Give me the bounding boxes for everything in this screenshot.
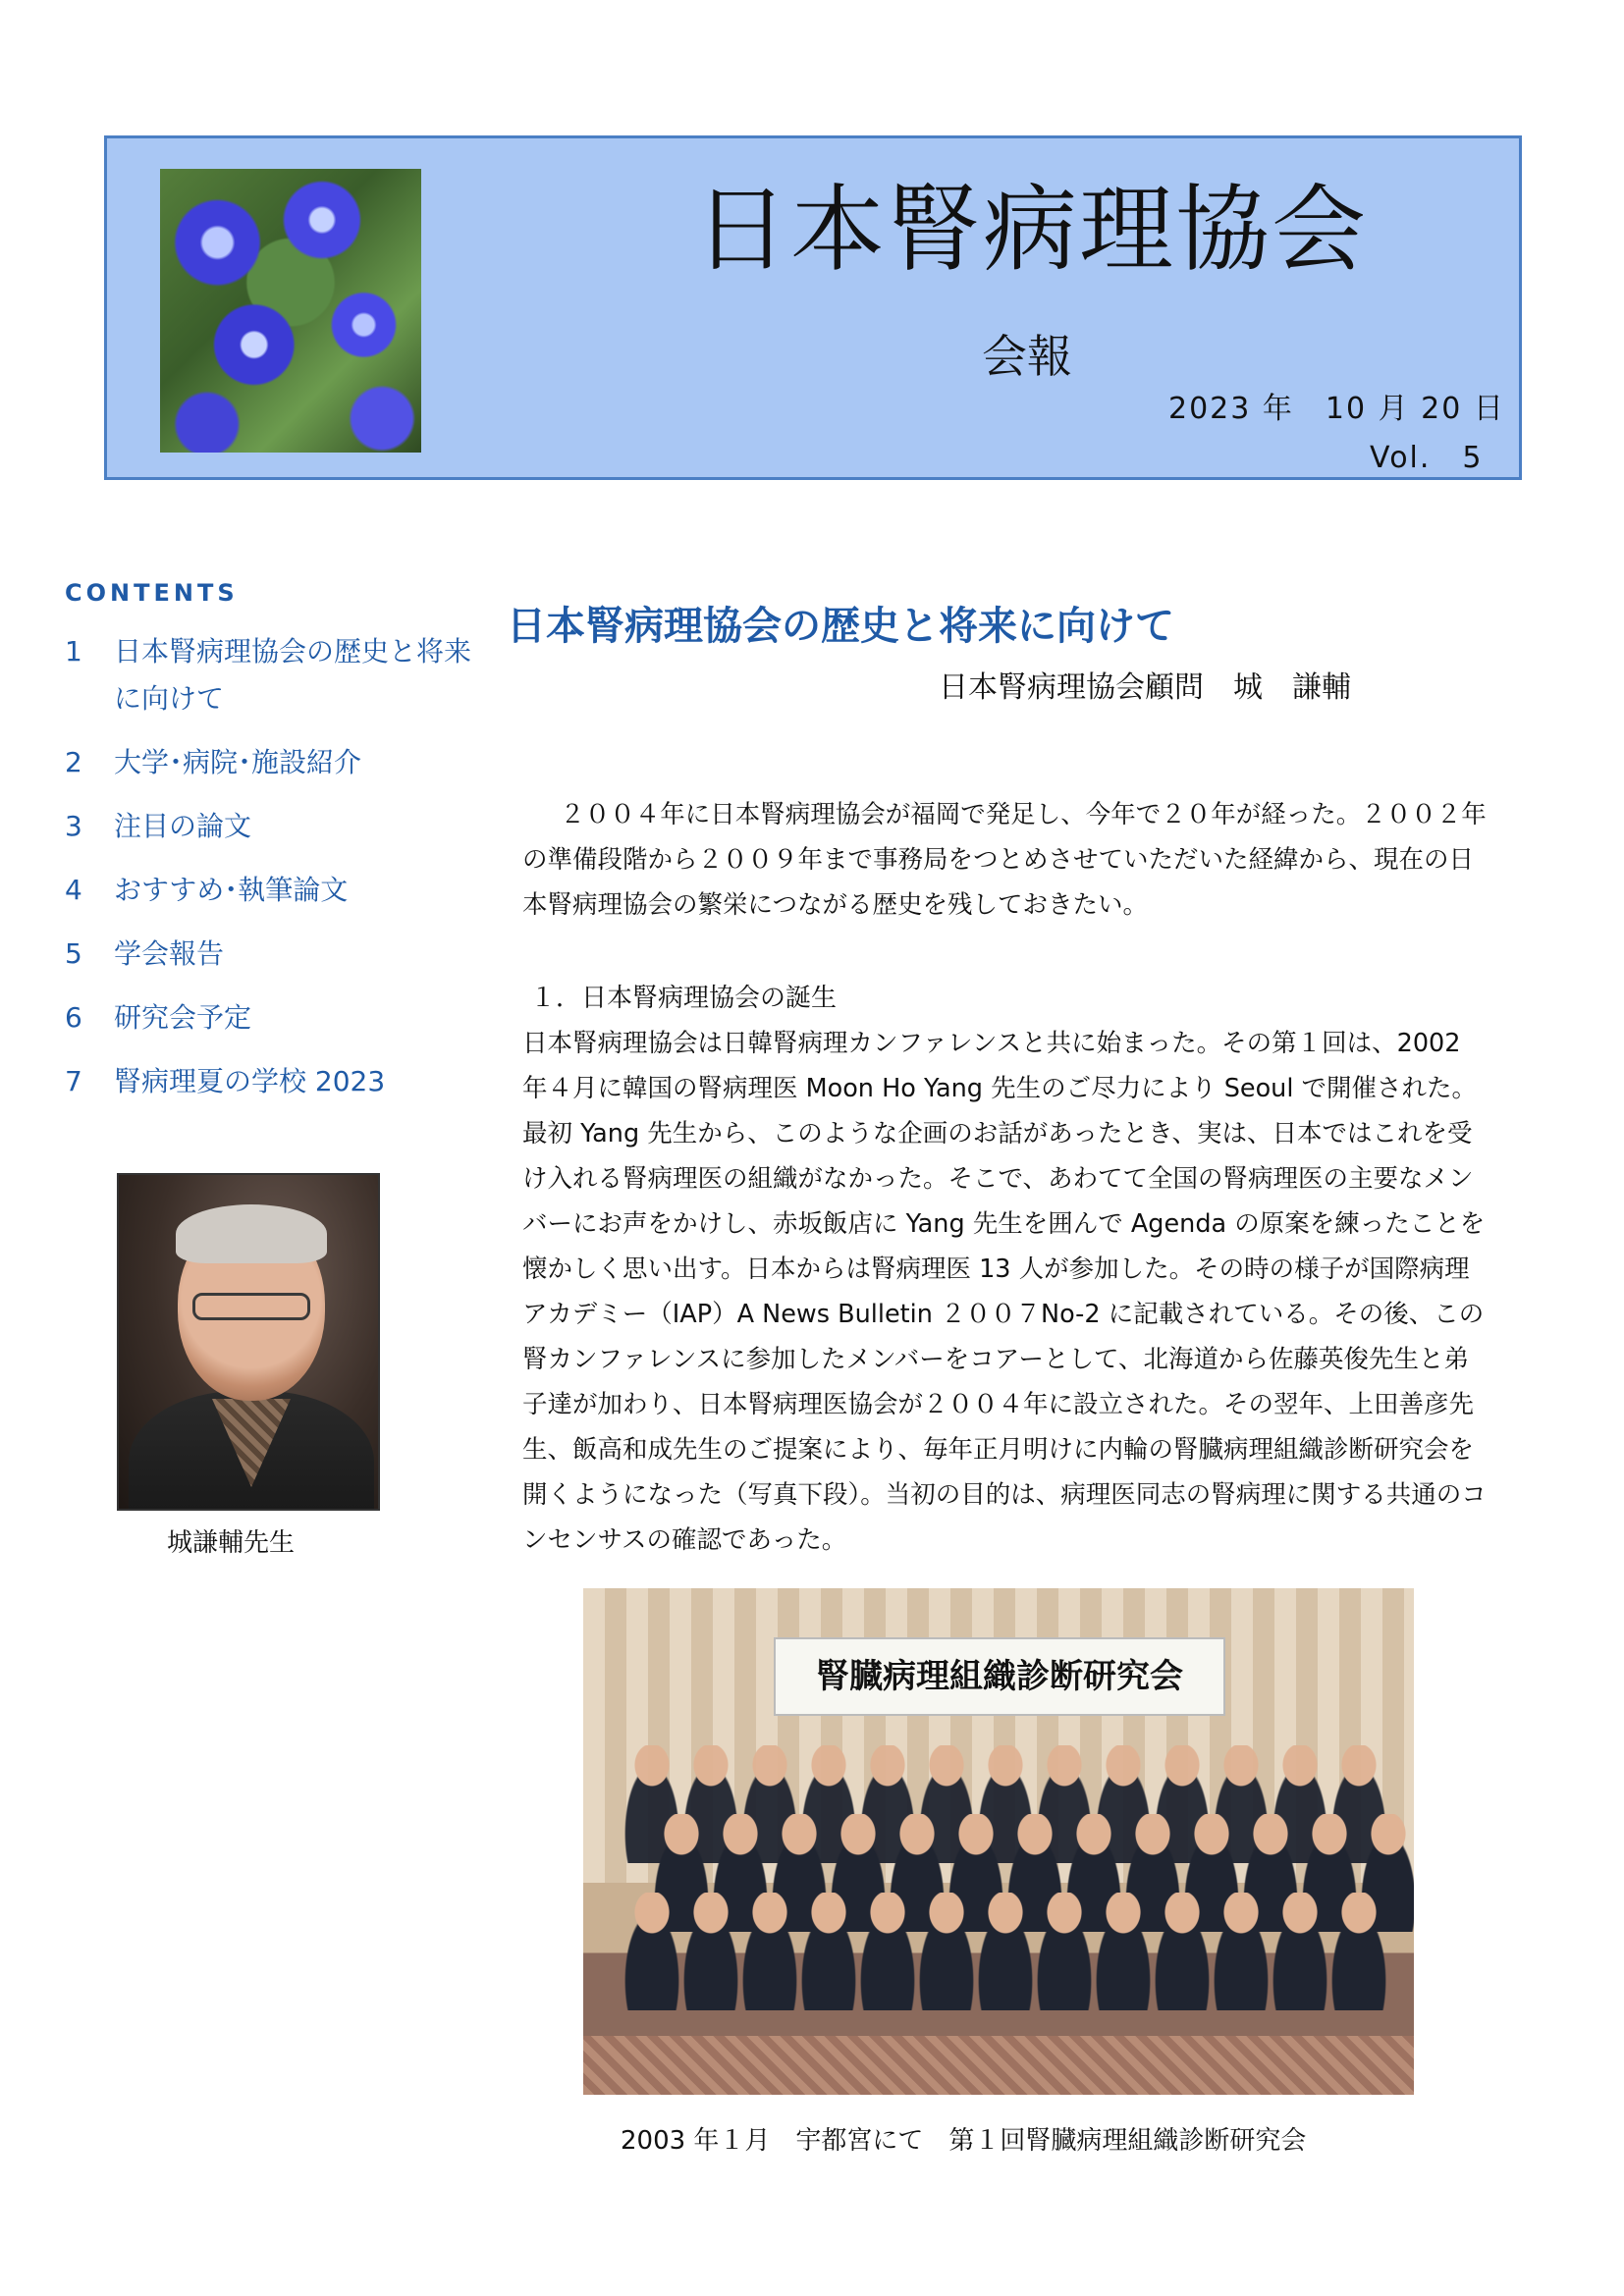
contents-item-label: 腎病理夏の学校 2023 bbox=[114, 1065, 386, 1097]
contents-item[interactable] bbox=[65, 739, 487, 786]
crowd-row bbox=[623, 1893, 1388, 2010]
hydrangea-photo bbox=[160, 169, 421, 453]
contents-heading: CONTENTS bbox=[65, 579, 239, 607]
contents-list bbox=[65, 628, 487, 1122]
contents-item-label: 日本腎病理協会の歴史と将来に向けて bbox=[114, 635, 472, 715]
contents-item-number: 1 bbox=[65, 635, 82, 667]
contents-item-number: 2 bbox=[65, 746, 82, 778]
photo-crowd bbox=[623, 1735, 1388, 2059]
portrait-caption: 城謙輔先生 bbox=[167, 1528, 296, 1558]
newsletter-subtitle: 会報 bbox=[982, 330, 1072, 383]
issue-date: 2023 年 10 月 20 日 bbox=[1168, 392, 1505, 426]
contents-item-number: 5 bbox=[65, 937, 82, 970]
contents-item-label: 注目の論文 bbox=[114, 810, 252, 842]
contents-item[interactable] bbox=[65, 628, 487, 722]
contents-item[interactable] bbox=[65, 994, 487, 1041]
contents-item[interactable] bbox=[65, 931, 487, 978]
contents-item-number: 3 bbox=[65, 810, 82, 842]
contents-item[interactable] bbox=[65, 867, 487, 914]
article-title: 日本腎病理協会の歴史と将来に向けて bbox=[507, 604, 1174, 649]
photo-carpet bbox=[583, 2036, 1414, 2095]
contents-item[interactable] bbox=[65, 803, 487, 850]
section-heading: １．日本腎病理協会の誕生 bbox=[530, 984, 838, 1013]
contents-item-label: 学会報告 bbox=[114, 937, 225, 970]
issue-volume: Vol. 5 bbox=[1370, 441, 1484, 475]
article-intro: ２００４年に日本腎病理協会が福岡で発足し、今年で２０年が経った。２００２年の準備段階から２００９年まで事務局をつとめさせていただいた経緯から、現在の日本腎病理協会の繁栄につながる歴史を残しておきたい。 bbox=[522, 800, 1487, 920]
contents-item[interactable] bbox=[65, 1058, 487, 1105]
author-portrait bbox=[117, 1173, 380, 1511]
portrait-hair bbox=[176, 1204, 327, 1263]
article-author: 日本腎病理協会顧問 城 謙輔 bbox=[939, 670, 1351, 705]
portrait-glasses bbox=[192, 1293, 310, 1320]
contents-item-label: 研究会予定 bbox=[114, 1001, 252, 1034]
photo-caption: 2003 年１月 宇都宮にて 第１回腎臓病理組織診断研究会 bbox=[621, 2126, 1307, 2156]
contents-item-label: おすすめ･執筆論文 bbox=[114, 874, 349, 906]
photo-banner: 腎臓病理組織診断研究会 bbox=[774, 1637, 1225, 1716]
contents-item-number: 4 bbox=[65, 874, 82, 906]
contents-item-label: 大学･病院･施設紹介 bbox=[114, 746, 362, 778]
group-photo bbox=[583, 1588, 1414, 2095]
newsletter-title: 日本腎病理協会 bbox=[694, 175, 1368, 285]
contents-item-number: 6 bbox=[65, 1001, 82, 1034]
contents-item-number: 7 bbox=[65, 1065, 82, 1097]
section-body: 日本腎病理協会は日韓腎病理カンファレンスと共に始まった。その第１回は、2002 年４月に韓国の腎病理医 Moon Ho Yang 先生のご尽力により Seoul で開催された。最初 Yang 先生から、このような企画のお話があったとき、実は、日本ではこれを受け入れる腎病理医の組織がなかった。そこで、あわてて全国の腎病理医の主要なメンバーにお声をかけし、赤坂飯店に Yang 先生を囲んで Agenda の原案を練ったことを懐かしく思い出す。日本からは腎病理医 13 人が参加した。その時の様子が国際病理アカデミー（IAP）A News Bulletin ２００７No-2 に記載されている。その後、この腎カンファレンスに参加したメンバーをコアーとして、北海道から佐藤英俊先生と弟子達が加わり、日本腎病理医協会が２００４年に設立された。その翌年、上田善彦先生、飯高和成先生のご提案により、毎年正月明けに内輪の腎臓病理組織診断研究会を開くようになった（写真下段）。当初の目的は、病理医同志の腎病理に関する共通のコンセンサスの確認であった。 bbox=[522, 1029, 1487, 1555]
